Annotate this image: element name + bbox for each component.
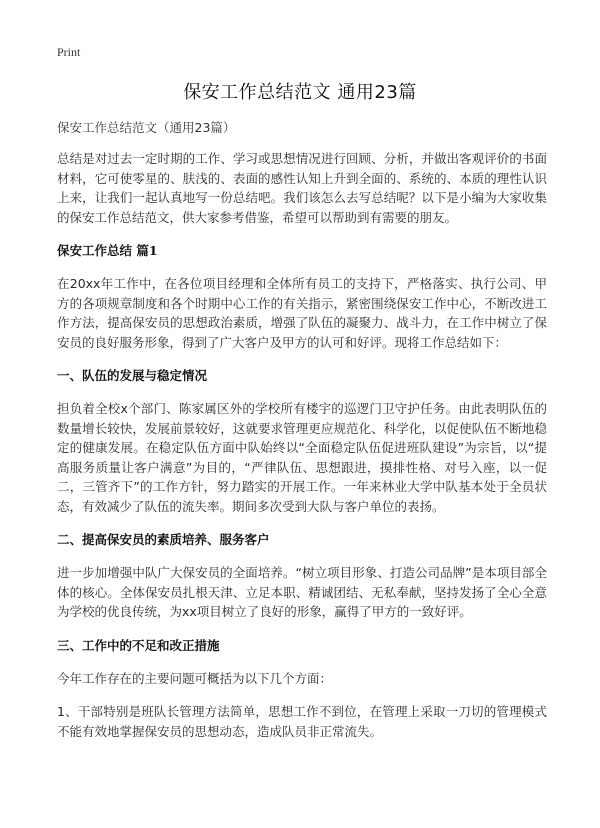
section3-item-1: 1、干部特别是班队长管理方法简单，思想工作不到位，在管理上采取一刀切的管理模式不能有效地掌握保安员的思想动态，造成队员非正常流失。 [57, 704, 547, 739]
intro-paragraph: 总结是对过去一定时期的工作、学习或思想情况进行回顾、分析，并做出客观评价的书面材料，它可使零星的、肤浅的、表面的感性认知上升到全面的、系统的、本质的理性认识上来，让我们一起认真地写一份总结吧。我们该怎么去写总结呢？以下是小编为大家收集的保安工作总结范文，供大家参考借鉴，希望可以帮助到有需要的朋友。 [57, 151, 547, 225]
section1-heading: 一、队伍的发展与稳定情况 [57, 368, 208, 383]
page-title: 保安工作总结范文 通用23篇 [183, 82, 417, 103]
article-intro-paragraph: 在20xx年工作中，在各位项目经理和全体所有员工的支持下，严格落实、执行公司、甲方的各项规章制度和各个时期中心工作的有关指示，紧密围绕保安工作中心，不断改进工作方法，提高保安员的思想政治素质，增强了队伍的凝聚力、战斗力，在工作中树立了保安员的良好服务形象，得到了广大客户及甲方的认可和好评。现将工作总结如下： [57, 276, 547, 350]
document-subtitle: 保安工作总结范文（通用23篇） [57, 120, 236, 135]
section2-heading: 二、提高保安员的素质培养、服务客户 [57, 532, 270, 547]
article-heading: 保安工作总结 篇1 [57, 243, 158, 258]
section3-intro-paragraph: 今年工作存在的主要问题可概括为以下几个方面： [57, 670, 333, 686]
section1-paragraph: 担负着全校x个部门、陈家属区外的学校所有楼宇的巡逻门卫守护任务。由此表明队伍的数量增长较快，发展前景较好，这就要求管理更应规范化、科学化，以促使队伍不断地稳定的健康发展。在稳定队伍方面中队始终以“全面稳定队伍促进班队建设”为宗旨，以“提高服务质量让客户满意”为目的，“严律队伍、思想跟进，摸排性格、对号入座，以一促二，三管齐下”的工作方针，努力踏实的开展工作。一年来林业大学中队基本处于全员状态，有效减少了队伍的流失率。期间多次受到大队与客户单位的表扬。 [57, 401, 547, 514]
section2-paragraph: 进一步加增强中队广大保安员的全面培养。“树立项目形象、打造公司品牌”是本项目部全体的核心。全体保安员扎根天津、立足本职、精诚团结、无私奉献，坚持发扬了全心全意为学校的优良传统，为xx项目树立了良好的形象，赢得了甲方的一致好评。 [57, 565, 547, 619]
section3-heading: 三、工作中的不足和改正措施 [57, 637, 220, 653]
document-body [57, 118, 547, 755]
print-label: Print [57, 45, 81, 59]
